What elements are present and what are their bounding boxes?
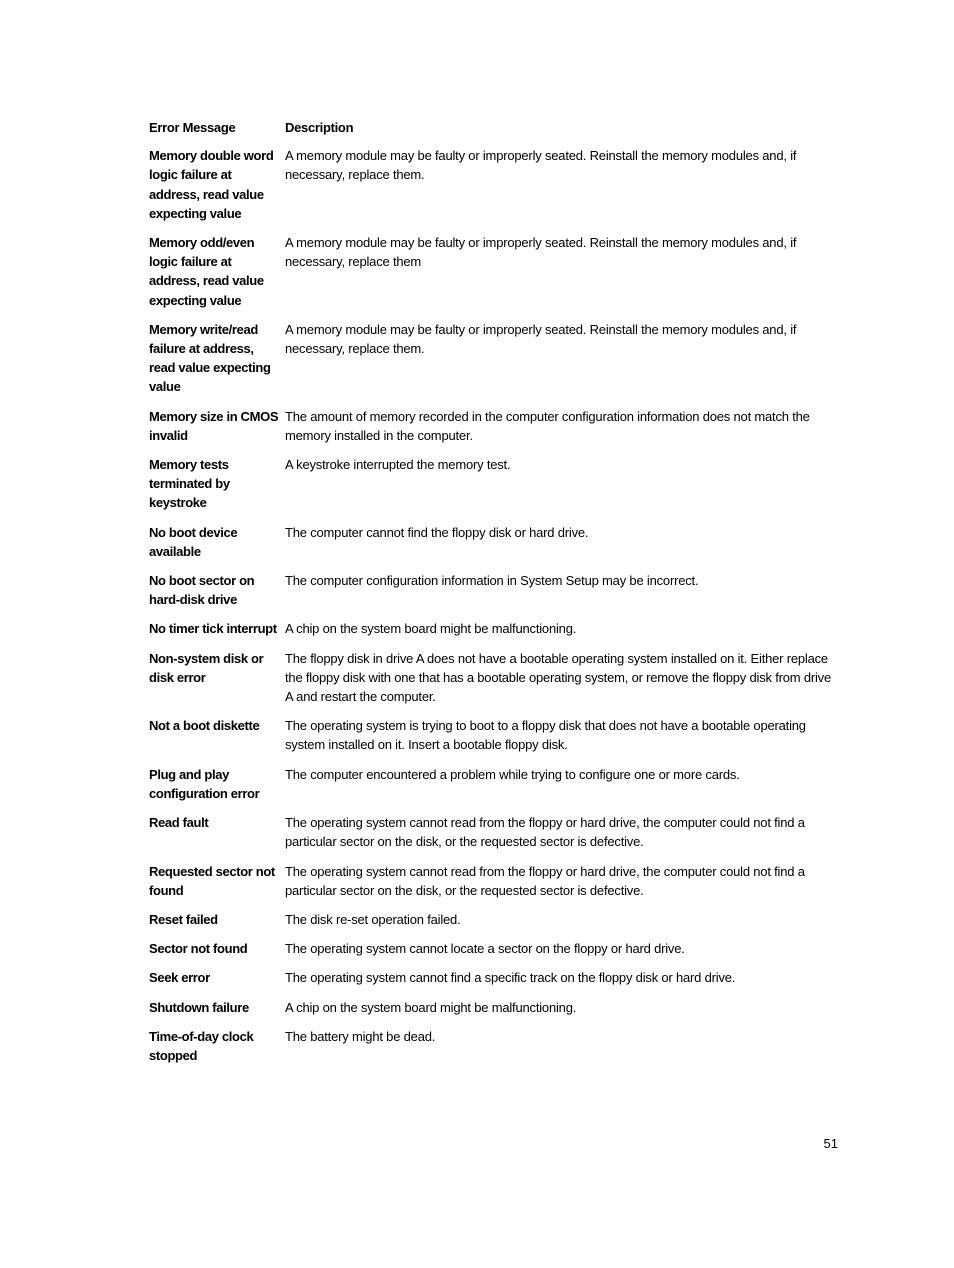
table-row: [149, 523, 839, 571]
table-row: [149, 813, 839, 861]
header-description: Description: [285, 120, 354, 135]
description-cell: The operating system cannot find a specific track on the floppy disk or hard drive.: [285, 970, 736, 986]
description-cell: The operating system cannot locate a sector on the floppy or hard drive.: [285, 941, 685, 957]
description-cell: A chip on the system board might be malfunctioning.: [285, 621, 577, 637]
error-message-cell: Memory odd/even logic failure at address, read value expecting value: [149, 235, 264, 308]
table-row: [149, 146, 839, 233]
error-message-cell: Plug and play configuration error: [149, 766, 260, 801]
table-row: [149, 939, 839, 968]
table-row: [149, 320, 839, 407]
page-content: [149, 118, 839, 1075]
error-message-table: [149, 118, 839, 1075]
table-row: [149, 571, 839, 619]
table-row: [149, 619, 839, 648]
table-row: [149, 1027, 839, 1075]
description-cell: The floppy disk in drive A does not have a bootable operating system installed on it. Either replace the floppy disk with one that has a bootable operating system, or remove the floppy disk from drive A and restart the computer.: [285, 650, 831, 705]
header-error-message: Error Message: [149, 120, 236, 135]
description-cell: The computer encountered a problem while trying to configure one or more cards.: [285, 766, 740, 782]
table-row: [149, 649, 839, 717]
description-cell: The amount of memory recorded in the computer configuration information does not match the memory installed in the computer.: [285, 408, 810, 443]
error-message-cell: Shutdown failure: [149, 999, 249, 1015]
table-row: [149, 998, 839, 1027]
table-row: [149, 407, 839, 455]
table-row: [149, 765, 839, 813]
error-message-cell: Reset failed: [149, 911, 218, 927]
description-cell: The operating system is trying to boot to a floppy disk that does not have a bootable operating system installed on it. Insert a bootable floppy disk.: [285, 718, 806, 753]
description-cell: The operating system cannot read from the floppy or hard drive, the computer could not find a particular sector on the disk, or the requested sector is defective.: [285, 863, 805, 898]
table-row: [149, 233, 839, 320]
description-cell: The computer configuration information in System Setup may be incorrect.: [285, 573, 699, 589]
description-cell: A memory module may be faulty or improperly seated. Reinstall the memory modules and, if necessary, replace them.: [285, 148, 797, 183]
error-message-cell: No timer tick interrupt: [149, 621, 277, 637]
table-row: [149, 910, 839, 939]
table-row: [149, 862, 839, 910]
error-message-cell: Memory write/read failure at address, read value expecting value: [149, 321, 271, 395]
description-cell: The operating system cannot read from the floppy or hard drive, the computer could not find a particular sector on the disk, or the requested sector is defective.: [285, 815, 805, 850]
error-message-cell: Read fault: [149, 815, 209, 831]
page-number: 51: [823, 1136, 838, 1151]
error-message-cell: Memory tests terminated by keystroke: [149, 457, 230, 511]
error-message-cell: No boot sector on hard-disk drive: [149, 573, 255, 608]
error-message-cell: Not a boot diskette: [149, 718, 260, 734]
error-message-cell: Memory double word logic failure at address, read value expecting value: [149, 148, 274, 221]
description-cell: The disk re-set operation failed.: [285, 911, 461, 927]
error-message-cell: Non-system disk or disk error: [149, 650, 264, 685]
error-message-cell: Memory size in CMOS invalid: [149, 408, 279, 443]
description-cell: A memory module may be faulty or improperly seated. Reinstall the memory modules and, if necessary, replace them: [285, 235, 797, 270]
description-cell: A memory module may be faulty or improperly seated. Reinstall the memory modules and, if necessary, replace them.: [285, 321, 797, 357]
description-cell: The computer cannot find the floppy disk or hard drive.: [285, 524, 589, 540]
description-cell: A keystroke interrupted the memory test.: [285, 457, 511, 473]
table-row: [149, 968, 839, 997]
error-message-cell: Time-of-day clock stopped: [149, 1028, 254, 1063]
error-message-cell: Requested sector not found: [149, 863, 275, 898]
table-row: [149, 455, 839, 523]
error-message-cell: Seek error: [149, 970, 210, 986]
error-message-cell: No boot device available: [149, 524, 238, 559]
table-row: [149, 716, 839, 764]
description-cell: The battery might be dead.: [285, 1028, 436, 1044]
description-cell: A chip on the system board might be malfunctioning.: [285, 999, 577, 1015]
error-message-cell: Sector not found: [149, 941, 248, 957]
table-header-row: [149, 118, 839, 146]
